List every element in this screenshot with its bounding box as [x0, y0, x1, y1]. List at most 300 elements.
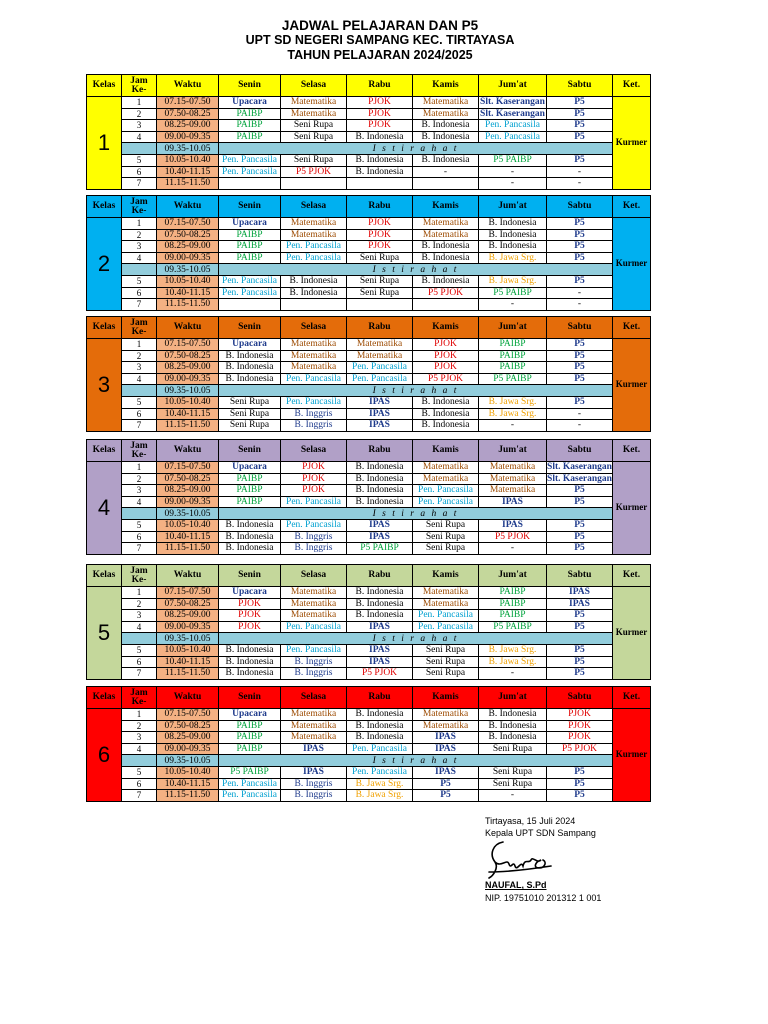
subject-cell: [413, 299, 479, 311]
subject-cell: PJOK: [219, 598, 281, 610]
column-header-4: Selasa: [281, 687, 347, 709]
class-6-schedule-table: [86, 686, 651, 802]
subject-cell: P5: [547, 790, 613, 802]
period-number: 4: [122, 373, 157, 385]
subject-cell: B. Jawa Srg.: [479, 396, 547, 408]
column-header-6: Kamis: [413, 565, 479, 587]
subject-cell: P5: [547, 241, 613, 253]
subject-cell: B. Indonesia: [413, 420, 479, 432]
period-number: 7: [122, 668, 157, 680]
subject-cell: [347, 178, 413, 190]
subject-cell: B. Indonesia: [413, 154, 479, 166]
subject-cell: PJOK: [347, 241, 413, 253]
table-row: [87, 287, 651, 299]
column-header-9: Ket.: [613, 440, 651, 462]
subject-cell: B. Indonesia: [347, 485, 413, 497]
subject-cell: B. Indonesia: [219, 350, 281, 362]
column-header-6: Kamis: [413, 687, 479, 709]
table-row: [87, 373, 651, 385]
subject-cell: B. Jawa Srg.: [347, 778, 413, 790]
curriculum-note: Kurmer: [613, 462, 651, 555]
subject-cell: Upacara: [219, 709, 281, 721]
subject-cell: Seni Rupa: [413, 519, 479, 531]
period-time: 09.00-09.35: [157, 496, 219, 508]
subject-cell: P5: [547, 120, 613, 132]
period-number: 2: [122, 598, 157, 610]
subject-cell: P5: [547, 339, 613, 351]
subject-cell: B. Indonesia: [479, 709, 547, 721]
subject-cell: Seni Rupa: [281, 120, 347, 132]
table-row: [87, 350, 651, 362]
period-number: 3: [122, 241, 157, 253]
subject-cell: Pen. Pancasila: [281, 621, 347, 633]
period-time: 09.00-09.35: [157, 743, 219, 755]
column-header-3: Senin: [219, 440, 281, 462]
column-header-2: Waktu: [157, 440, 219, 462]
table-row: [87, 543, 651, 555]
period-time: 10.40-11.15: [157, 531, 219, 543]
subject-cell: Seni Rupa: [347, 275, 413, 287]
subject-cell: B. Indonesia: [413, 241, 479, 253]
table-header-row: [87, 440, 651, 462]
break-label: I s t i r a h a t: [219, 385, 613, 397]
period-number: 3: [122, 120, 157, 132]
table-row: [87, 178, 651, 190]
column-header-5: Rabu: [347, 565, 413, 587]
subject-cell: Pen. Pancasila: [281, 373, 347, 385]
subject-cell: Matematika: [347, 339, 413, 351]
subject-cell: Upacara: [219, 462, 281, 474]
period-time: 10.40-11.15: [157, 166, 219, 178]
period-time: 07.15-07.50: [157, 462, 219, 474]
period-time: 11.15-11.50: [157, 299, 219, 311]
curriculum-note: Kurmer: [613, 709, 651, 802]
break-label: I s t i r a h a t: [219, 508, 613, 520]
class-4-schedule-table: [86, 439, 651, 555]
subject-cell: [281, 178, 347, 190]
subject-cell: P5: [547, 275, 613, 287]
table-row: [87, 408, 651, 420]
period-number: 2: [122, 108, 157, 120]
period-time: 07.15-07.50: [157, 587, 219, 599]
break-time: 09.35-10.05: [157, 508, 219, 520]
table-row: [87, 229, 651, 241]
subject-cell: B. Indonesia: [413, 131, 479, 143]
column-header-1: Jam Ke-: [122, 196, 157, 218]
column-header-0: Kelas: [87, 75, 122, 97]
column-header-4: Selasa: [281, 317, 347, 339]
subject-cell: PJOK: [413, 362, 479, 374]
column-header-9: Ket.: [613, 75, 651, 97]
subject-cell: B. Indonesia: [219, 531, 281, 543]
subject-cell: B. Inggris: [281, 656, 347, 668]
subject-cell: PAIBP: [479, 350, 547, 362]
subject-cell: IPAS: [281, 743, 347, 755]
period-number: 1: [122, 97, 157, 109]
break-time: 09.35-10.05: [157, 385, 219, 397]
subject-cell: B. Inggris: [281, 543, 347, 555]
table-row: [87, 610, 651, 622]
subject-cell: P5 PAIBP: [479, 154, 547, 166]
column-header-9: Ket.: [613, 317, 651, 339]
subject-cell: B. Indonesia: [413, 408, 479, 420]
column-header-8: Sabtu: [547, 565, 613, 587]
subject-cell: Pen. Pancasila: [479, 120, 547, 132]
subject-cell: PJOK: [281, 485, 347, 497]
break-row: [87, 143, 651, 155]
subject-cell: B. Indonesia: [347, 496, 413, 508]
subject-cell: -: [547, 287, 613, 299]
subject-cell: B. Indonesia: [413, 252, 479, 264]
period-time: 07.15-07.50: [157, 339, 219, 351]
subject-cell: PJOK: [347, 218, 413, 230]
table-row: [87, 598, 651, 610]
subject-cell: PAIBP: [479, 587, 547, 599]
period-time: 08.25-09.00: [157, 732, 219, 744]
column-header-1: Jam Ke-: [122, 317, 157, 339]
period-number: 7: [122, 299, 157, 311]
subject-cell: B. Indonesia: [219, 543, 281, 555]
academic-year: TAHUN PELAJARAN 2024/2025: [287, 48, 473, 62]
period-number: 6: [122, 287, 157, 299]
period-number: 7: [122, 543, 157, 555]
period-number: 5: [122, 766, 157, 778]
break-jam-cell: [122, 755, 157, 767]
subject-cell: P5 PJOK: [413, 287, 479, 299]
subject-cell: P5 PAIBP: [479, 621, 547, 633]
subject-cell: P5: [547, 218, 613, 230]
subject-cell: IPAS: [347, 420, 413, 432]
subject-cell: B. Indonesia: [347, 610, 413, 622]
period-number: 6: [122, 778, 157, 790]
subject-cell: Matematika: [413, 709, 479, 721]
subject-cell: B. Jawa Srg.: [479, 656, 547, 668]
subject-cell: Slt. Kaserangan: [480, 97, 545, 108]
subject-cell: Slt. Kaserangan: [547, 462, 612, 473]
subject-cell: Matematika: [479, 462, 547, 474]
subject-cell: [281, 299, 347, 311]
period-number: 4: [122, 496, 157, 508]
period-number: 5: [122, 519, 157, 531]
subject-cell: P5 PAIBP: [347, 543, 413, 555]
period-time: 07.50-08.25: [157, 108, 219, 120]
subject-cell: P5 PJOK: [479, 531, 547, 543]
column-header-0: Kelas: [87, 440, 122, 462]
subject-cell: -: [547, 299, 613, 311]
subject-cell: P5: [547, 350, 613, 362]
subject-cell: B. Indonesia: [413, 396, 479, 408]
subject-cell: P5: [547, 656, 613, 668]
subject-cell: PAIBP: [479, 610, 547, 622]
subject-cell: Pen. Pancasila: [281, 496, 347, 508]
break-row: [87, 385, 651, 397]
column-header-8: Sabtu: [547, 75, 613, 97]
period-time: 07.50-08.25: [157, 229, 219, 241]
subject-cell: Matematika: [479, 473, 547, 485]
column-header-6: Kamis: [413, 317, 479, 339]
subject-cell: -: [547, 166, 613, 178]
subject-cell: B. Jawa Srg.: [479, 644, 547, 656]
subject-cell: Seni Rupa: [281, 154, 347, 166]
period-time: 10.40-11.15: [157, 656, 219, 668]
subject-cell: -: [479, 166, 547, 178]
subject-cell: P5: [547, 252, 613, 264]
table-header-row: [87, 317, 651, 339]
subject-cell: -: [479, 543, 547, 555]
subject-cell: PJOK: [347, 229, 413, 241]
period-time: 10.05-10.40: [157, 275, 219, 287]
subject-cell: B. Inggris: [281, 790, 347, 802]
break-label: I s t i r a h a t: [219, 264, 613, 276]
subject-cell: PJOK: [347, 97, 413, 109]
subject-cell: PAIBP: [219, 108, 281, 120]
subject-cell: PAIBP: [479, 362, 547, 374]
column-header-4: Selasa: [281, 75, 347, 97]
break-label: I s t i r a h a t: [219, 755, 613, 767]
subject-cell: Seni Rupa: [219, 396, 281, 408]
subject-cell: P5: [547, 519, 613, 531]
school-name: UPT SD NEGERI SAMPANG KEC. TIRTAYASA: [245, 33, 515, 47]
class-2-schedule-table: [86, 195, 651, 311]
table-row: [87, 131, 651, 143]
period-number: 6: [122, 531, 157, 543]
period-number: 2: [122, 720, 157, 732]
column-header-3: Senin: [219, 565, 281, 587]
table-row: [87, 766, 651, 778]
subject-cell: B. Indonesia: [347, 720, 413, 732]
subject-cell: Matematika: [281, 732, 347, 744]
subject-cell: B. Indonesia: [479, 229, 547, 241]
table-row: [87, 790, 651, 802]
break-jam-cell: [122, 385, 157, 397]
subject-cell: B. Indonesia: [219, 373, 281, 385]
subject-cell: P5: [547, 610, 613, 622]
column-header-8: Sabtu: [547, 317, 613, 339]
period-number: 1: [122, 462, 157, 474]
subject-cell: Matematika: [281, 362, 347, 374]
subject-cell: P5 PJOK: [413, 373, 479, 385]
period-time: 07.50-08.25: [157, 598, 219, 610]
subject-cell: B. Indonesia: [347, 473, 413, 485]
subject-cell: IPAS: [413, 743, 479, 755]
subject-cell: PJOK: [547, 709, 613, 721]
subject-cell: Pen. Pancasila: [281, 519, 347, 531]
subject-cell: Pen. Pancasila: [281, 252, 347, 264]
table-row: [87, 644, 651, 656]
subject-cell: PJOK: [219, 621, 281, 633]
period-time: 10.05-10.40: [157, 396, 219, 408]
column-header-2: Waktu: [157, 687, 219, 709]
subject-cell: P5: [547, 778, 613, 790]
period-number: 2: [122, 350, 157, 362]
subject-cell: PJOK: [281, 473, 347, 485]
column-header-5: Rabu: [347, 317, 413, 339]
period-time: 08.25-09.00: [157, 485, 219, 497]
subject-cell: PAIBP: [219, 720, 281, 732]
subject-cell: IPAS: [281, 766, 347, 778]
page-header: [0, 18, 760, 63]
subject-cell: PJOK: [281, 462, 347, 474]
table-row: [87, 97, 651, 109]
subject-cell: B. Indonesia: [281, 287, 347, 299]
subject-cell: Matematika: [281, 610, 347, 622]
class-number: 2: [87, 218, 122, 311]
subject-cell: PAIBP: [219, 485, 281, 497]
table-row: [87, 668, 651, 680]
subject-cell: PAIBP: [219, 120, 281, 132]
subject-cell: Pen. Pancasila: [281, 396, 347, 408]
subject-cell: Matematika: [281, 97, 347, 109]
subject-cell: Upacara: [219, 587, 281, 599]
subject-cell: Pen. Pancasila: [219, 778, 281, 790]
curriculum-note: Kurmer: [613, 218, 651, 311]
subject-cell: B. Indonesia: [347, 598, 413, 610]
period-time: 10.40-11.15: [157, 287, 219, 299]
period-time: 10.40-11.15: [157, 408, 219, 420]
period-time: 09.00-09.35: [157, 373, 219, 385]
subject-cell: B. Jawa Srg.: [479, 252, 547, 264]
table-row: [87, 339, 651, 351]
period-number: 5: [122, 644, 157, 656]
subject-cell: P5 PJOK: [547, 743, 613, 755]
subject-cell: P5: [547, 485, 613, 497]
subject-cell: -: [479, 299, 547, 311]
break-row: [87, 264, 651, 276]
break-jam-cell: [122, 508, 157, 520]
period-number: 1: [122, 587, 157, 599]
period-number: 5: [122, 154, 157, 166]
subject-cell: PAIBP: [219, 131, 281, 143]
subject-cell: IPAS: [547, 598, 613, 610]
column-header-1: Jam Ke-: [122, 565, 157, 587]
table-row: [87, 362, 651, 374]
period-number: 4: [122, 252, 157, 264]
period-time: 10.05-10.40: [157, 644, 219, 656]
subject-cell: B. Indonesia: [347, 587, 413, 599]
subject-cell: P5: [547, 496, 613, 508]
period-time: 07.50-08.25: [157, 473, 219, 485]
subject-cell: Upacara: [219, 97, 281, 109]
subject-cell: PJOK: [413, 339, 479, 351]
subject-cell: P5: [547, 766, 613, 778]
subject-cell: B. Inggris: [281, 531, 347, 543]
subject-cell: P5 PJOK: [281, 166, 347, 178]
subject-cell: P5 PJOK: [347, 668, 413, 680]
period-number: 5: [122, 275, 157, 287]
subject-cell: PJOK: [347, 120, 413, 132]
subject-cell: P5 PAIBP: [479, 287, 547, 299]
class-number: 1: [87, 97, 122, 190]
period-number: 1: [122, 339, 157, 351]
table-row: [87, 531, 651, 543]
table-row: [87, 462, 651, 474]
period-number: 7: [122, 420, 157, 432]
column-header-6: Kamis: [413, 440, 479, 462]
subject-cell: [219, 178, 281, 190]
subject-cell: Matematika: [281, 339, 347, 351]
curriculum-note: Kurmer: [613, 587, 651, 680]
subject-cell: PJOK: [547, 732, 613, 744]
table-row: [87, 241, 651, 253]
column-header-5: Rabu: [347, 440, 413, 462]
subject-cell: B. Indonesia: [413, 275, 479, 287]
subject-cell: Matematika: [281, 598, 347, 610]
subject-cell: B. Indonesia: [347, 709, 413, 721]
subject-cell: B. Indonesia: [347, 462, 413, 474]
column-header-6: Kamis: [413, 196, 479, 218]
subject-cell: PAIBP: [479, 339, 547, 351]
subject-cell: -: [547, 408, 613, 420]
subject-cell: Pen. Pancasila: [413, 485, 479, 497]
subject-cell: B. Jawa Srg.: [347, 790, 413, 802]
period-number: 7: [122, 790, 157, 802]
subject-cell: -: [547, 420, 613, 432]
column-header-7: Jum'at: [479, 317, 547, 339]
signature-block: [485, 815, 596, 839]
table-row: [87, 709, 651, 721]
subject-cell: P5: [547, 229, 613, 241]
period-time: 11.15-11.50: [157, 420, 219, 432]
column-header-5: Rabu: [347, 75, 413, 97]
table-row: [87, 396, 651, 408]
column-header-5: Rabu: [347, 196, 413, 218]
period-number: 4: [122, 743, 157, 755]
subject-cell: Upacara: [219, 218, 281, 230]
subject-cell: IPAS: [479, 496, 547, 508]
subject-cell: B. Indonesia: [479, 218, 547, 230]
table-row: [87, 154, 651, 166]
subject-cell: Seni Rupa: [413, 656, 479, 668]
subject-cell: Matematika: [281, 108, 347, 120]
column-header-6: Kamis: [413, 75, 479, 97]
period-number: 3: [122, 362, 157, 374]
subject-cell: PAIBP: [479, 598, 547, 610]
period-time: 07.50-08.25: [157, 720, 219, 732]
subject-cell: B. Indonesia: [281, 275, 347, 287]
subject-cell: B. Indonesia: [219, 644, 281, 656]
subject-cell: Matematika: [413, 218, 479, 230]
subject-cell: P5: [547, 108, 613, 120]
table-header-row: [87, 565, 651, 587]
break-jam-cell: [122, 633, 157, 645]
subject-cell: B. Indonesia: [219, 668, 281, 680]
period-time: 11.15-11.50: [157, 178, 219, 190]
column-header-7: Jum'at: [479, 687, 547, 709]
subject-cell: Matematika: [413, 720, 479, 732]
column-header-9: Ket.: [613, 196, 651, 218]
column-header-8: Sabtu: [547, 440, 613, 462]
subject-cell: IPAS: [347, 644, 413, 656]
subject-cell: PAIBP: [219, 252, 281, 264]
subject-cell: IPAS: [413, 766, 479, 778]
subject-cell: IPAS: [347, 531, 413, 543]
table-row: [87, 218, 651, 230]
curriculum-note: Kurmer: [613, 97, 651, 190]
column-header-1: Jam Ke-: [122, 75, 157, 97]
subject-cell: P5: [547, 621, 613, 633]
break-label: I s t i r a h a t: [219, 633, 613, 645]
table-row: [87, 732, 651, 744]
column-header-2: Waktu: [157, 317, 219, 339]
break-row: [87, 508, 651, 520]
column-header-7: Jum'at: [479, 75, 547, 97]
subject-cell: Matematika: [413, 473, 479, 485]
class-1-schedule-table: [86, 74, 651, 190]
break-jam-cell: [122, 143, 157, 155]
table-row: [87, 108, 651, 120]
column-header-0: Kelas: [87, 317, 122, 339]
subject-cell: PJOK: [413, 350, 479, 362]
